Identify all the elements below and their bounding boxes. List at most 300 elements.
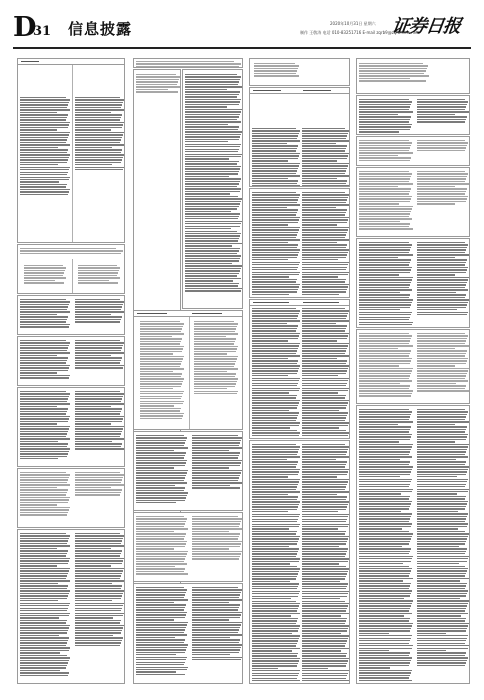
text-line <box>75 423 111 424</box>
text-line <box>252 148 297 149</box>
text-line <box>185 268 241 269</box>
text-line <box>359 75 429 76</box>
text-line <box>252 536 300 537</box>
text-line <box>75 124 123 125</box>
text-line <box>252 318 297 319</box>
text-line <box>20 301 70 302</box>
text-block <box>136 516 188 576</box>
text-line <box>417 648 468 649</box>
text-line <box>417 459 456 460</box>
text-line <box>252 650 292 651</box>
text-line <box>24 272 64 273</box>
text-line <box>359 657 412 658</box>
text-line <box>252 531 297 532</box>
text-line <box>20 543 67 544</box>
text-line <box>302 160 337 161</box>
text-line <box>75 482 121 483</box>
text-line <box>359 101 412 102</box>
text-line <box>417 518 466 519</box>
text-line <box>252 623 296 624</box>
text-line <box>252 496 298 497</box>
text-line <box>359 660 411 661</box>
text-line <box>302 284 349 285</box>
text-line <box>252 237 296 238</box>
text-line <box>185 151 238 152</box>
text-line <box>75 149 122 150</box>
text-line <box>192 472 241 473</box>
text-line <box>359 667 390 668</box>
text-line <box>20 441 58 442</box>
text-line <box>20 625 70 626</box>
announcement-block <box>249 87 350 187</box>
text-line <box>252 430 297 431</box>
text-line <box>185 255 241 256</box>
text-line <box>417 203 455 204</box>
text-line <box>136 612 187 613</box>
text-line <box>20 314 57 315</box>
text-line <box>252 207 287 208</box>
text-line <box>194 388 227 389</box>
text-line <box>252 315 298 316</box>
text-line <box>359 65 428 66</box>
text-line <box>359 610 409 611</box>
text-line <box>359 247 411 248</box>
text-line <box>252 378 300 379</box>
text-line <box>252 338 298 339</box>
text-line <box>417 662 466 663</box>
text-line <box>359 147 410 148</box>
text-line <box>136 437 187 438</box>
text-block <box>417 99 469 124</box>
text-line <box>417 140 465 141</box>
text-line <box>192 455 239 456</box>
announcement-block <box>133 512 243 582</box>
text-line <box>417 416 466 417</box>
text-line <box>359 598 404 599</box>
text-line <box>136 617 185 618</box>
text-line <box>75 642 121 643</box>
text-line <box>140 321 180 322</box>
text-line <box>140 368 184 369</box>
text-line <box>302 610 346 611</box>
text-block <box>192 435 242 490</box>
text-line <box>359 655 409 656</box>
text-line <box>252 678 297 679</box>
text-line <box>194 376 235 377</box>
text-line <box>140 348 183 349</box>
text-block <box>359 333 413 398</box>
text-line <box>75 446 121 447</box>
text-line <box>417 196 468 197</box>
text-line <box>192 460 242 461</box>
text-line <box>140 326 183 327</box>
text-line <box>252 511 288 512</box>
text-line <box>417 247 467 248</box>
text-line <box>20 421 68 422</box>
text-line <box>417 385 466 386</box>
text-line <box>302 358 337 359</box>
text-line <box>252 425 299 426</box>
text-line <box>252 499 297 500</box>
text-block <box>75 472 124 497</box>
text-line <box>194 378 238 379</box>
text-line <box>359 109 409 110</box>
text-line <box>417 111 469 112</box>
text-line <box>417 252 465 253</box>
text-line <box>417 426 467 427</box>
text-line <box>252 501 300 502</box>
text-line <box>136 487 185 488</box>
text-line <box>140 393 183 394</box>
text-line <box>359 171 409 172</box>
text-line <box>140 386 181 387</box>
text-line <box>140 381 183 382</box>
text-line <box>252 284 300 285</box>
text-line <box>417 561 467 562</box>
text-block <box>24 265 66 285</box>
text-line <box>192 480 238 481</box>
text-line <box>136 516 184 517</box>
text-line <box>75 472 120 473</box>
text-line <box>359 511 401 512</box>
text-line <box>75 393 124 394</box>
text-line <box>302 583 348 584</box>
text-line <box>417 249 466 250</box>
text-line <box>417 630 466 631</box>
text-line <box>302 645 345 646</box>
text-line <box>417 575 465 576</box>
text-line <box>302 509 346 510</box>
text-line <box>75 438 124 439</box>
text-line <box>302 214 345 215</box>
text-line <box>417 498 465 499</box>
text-line <box>417 583 467 584</box>
text-line <box>359 126 411 127</box>
text-line <box>359 528 402 529</box>
text-line <box>185 196 238 197</box>
text-line <box>20 127 68 128</box>
text-line <box>20 184 67 185</box>
page-number: 31 <box>33 24 52 39</box>
text-line <box>417 340 466 341</box>
text-line <box>252 618 298 619</box>
text-line <box>75 548 111 549</box>
text-line <box>20 675 68 676</box>
column-2 <box>133 58 243 684</box>
text-line <box>20 509 69 510</box>
text-line <box>252 133 299 134</box>
text-line <box>20 248 116 249</box>
text-line <box>75 112 111 113</box>
text-block <box>20 97 70 196</box>
text-line <box>185 136 240 137</box>
text-line <box>417 345 469 346</box>
text-line <box>302 670 349 671</box>
text-line <box>417 436 467 437</box>
column-divider <box>189 317 190 429</box>
text-line <box>185 129 238 130</box>
text-line <box>359 370 412 371</box>
column-divider <box>72 65 73 243</box>
text-line <box>20 326 69 327</box>
text-line <box>136 543 186 544</box>
text-line <box>252 435 299 436</box>
text-line <box>359 523 412 524</box>
text-line <box>359 553 409 554</box>
text-line <box>75 352 124 353</box>
text-line <box>140 358 183 359</box>
text-line <box>185 134 241 135</box>
text-block <box>252 444 300 683</box>
text-line <box>417 640 466 641</box>
text-line <box>302 422 349 423</box>
text-block <box>252 128 300 187</box>
text-line <box>417 598 460 599</box>
text-line <box>302 400 349 401</box>
text-line <box>185 228 231 229</box>
text-line <box>20 396 69 397</box>
text-line <box>20 655 67 656</box>
text-line <box>359 317 410 318</box>
text-line <box>185 84 238 85</box>
text-line <box>417 613 468 614</box>
text-line <box>359 585 410 586</box>
text-line <box>194 361 236 362</box>
text-line <box>252 239 300 240</box>
text-line <box>359 99 409 100</box>
text-line <box>20 504 57 505</box>
text-line <box>185 178 241 179</box>
text-line <box>252 375 288 376</box>
text-line <box>302 678 346 679</box>
text-line <box>252 474 298 475</box>
text-line <box>192 637 230 638</box>
text-line <box>20 370 68 371</box>
text-line <box>20 453 68 454</box>
text-line <box>20 580 70 581</box>
text-line <box>359 299 413 300</box>
text-line <box>136 642 184 643</box>
text-line <box>192 457 238 458</box>
text-line <box>302 521 346 522</box>
text-line <box>78 270 119 271</box>
text-line <box>185 213 240 214</box>
text-line <box>136 602 174 603</box>
text-line <box>359 595 410 596</box>
text-line <box>192 470 242 471</box>
text-block <box>20 340 70 380</box>
text-line <box>136 662 185 663</box>
text-line <box>75 162 121 163</box>
text-line <box>136 609 184 610</box>
text-line <box>302 528 338 529</box>
text-line <box>417 106 466 107</box>
text-line <box>20 167 70 168</box>
text-line <box>252 553 297 554</box>
text-line <box>252 308 296 309</box>
text-line <box>417 142 468 143</box>
text-line <box>20 352 70 353</box>
text-line <box>417 294 466 295</box>
text-line <box>75 543 121 544</box>
text-line <box>302 229 348 230</box>
text-line <box>252 561 299 562</box>
block-header <box>250 88 349 94</box>
text-line <box>302 608 347 609</box>
text-line <box>20 605 69 606</box>
text-line <box>185 218 238 219</box>
text-line <box>302 360 347 361</box>
text-line <box>136 86 180 87</box>
text-line <box>302 620 346 621</box>
text-line <box>302 598 340 599</box>
text-line <box>75 406 111 407</box>
text-line <box>185 221 242 222</box>
text-line <box>20 104 68 105</box>
text-line <box>185 253 237 254</box>
text-line <box>20 533 66 534</box>
text-line <box>136 629 185 630</box>
text-line <box>252 658 300 659</box>
text-line <box>302 197 348 198</box>
text-line <box>192 477 239 478</box>
text-line <box>75 426 124 427</box>
text-line <box>302 551 347 552</box>
text-line <box>20 413 66 414</box>
text-line <box>252 630 298 631</box>
text-line <box>192 543 241 544</box>
text-line <box>192 627 240 628</box>
text-line <box>20 250 123 251</box>
text-line <box>20 588 67 589</box>
text-line <box>136 556 186 557</box>
text-line <box>417 536 468 537</box>
text-line <box>302 511 338 512</box>
text-line <box>140 363 181 364</box>
text-line <box>252 383 298 384</box>
text-line <box>194 331 235 332</box>
text-line <box>24 282 64 283</box>
text-line <box>192 647 241 648</box>
text-line <box>20 362 66 363</box>
text-line <box>75 568 124 569</box>
text-line <box>185 226 240 227</box>
text-line <box>192 592 241 593</box>
announcement-block <box>133 310 243 430</box>
text-line <box>185 216 239 217</box>
text-line <box>185 89 227 90</box>
text-line <box>252 603 300 604</box>
text-line <box>136 533 186 534</box>
text-line <box>252 504 299 505</box>
text-line <box>140 323 184 324</box>
text-line <box>20 550 68 551</box>
text-line <box>359 498 409 499</box>
text-line <box>252 551 298 552</box>
text-line <box>359 393 412 394</box>
text-line <box>302 466 345 467</box>
text-line <box>302 380 348 381</box>
text-line <box>20 134 69 135</box>
text-line <box>252 269 297 270</box>
header-rule <box>13 47 471 49</box>
text-line <box>20 418 69 419</box>
text-line <box>417 474 466 475</box>
text-line <box>75 487 111 488</box>
text-line <box>359 454 409 455</box>
text-line <box>417 511 458 512</box>
text-line <box>20 139 67 140</box>
text-line <box>252 653 298 654</box>
text-line <box>136 644 188 645</box>
text-line <box>302 630 347 631</box>
text-line <box>302 516 348 517</box>
text-line <box>20 443 68 444</box>
text-line <box>359 491 412 492</box>
text-line <box>75 157 123 158</box>
text-line <box>417 191 466 192</box>
text-line <box>140 413 184 414</box>
text-line <box>20 613 70 614</box>
text-line <box>252 506 298 507</box>
text-line <box>136 475 186 476</box>
text-line <box>136 619 174 620</box>
text-line <box>302 514 349 515</box>
text-line <box>302 383 347 384</box>
text-line <box>20 154 70 155</box>
text-line <box>252 313 299 314</box>
text-line <box>417 451 466 452</box>
text-block <box>359 63 429 83</box>
text-line <box>302 128 345 129</box>
text-block <box>20 533 70 677</box>
text-line <box>359 496 410 497</box>
text-line <box>252 588 297 589</box>
text-line <box>136 523 185 524</box>
text-line <box>136 674 185 675</box>
text-line <box>75 635 113 636</box>
text-line <box>75 545 124 546</box>
text-line <box>252 212 297 213</box>
text-line <box>136 472 187 473</box>
text-line <box>192 533 240 534</box>
text-line <box>192 526 239 527</box>
text-line <box>302 658 349 659</box>
text-line <box>252 620 297 621</box>
text-line <box>359 350 411 351</box>
text-line <box>192 440 241 441</box>
text-line <box>252 509 297 510</box>
text-line <box>302 219 348 220</box>
text-line <box>359 267 412 268</box>
text-line <box>359 648 412 649</box>
text-line <box>75 350 121 351</box>
text-line <box>20 132 70 133</box>
text-line <box>194 371 227 372</box>
text-line <box>192 639 240 640</box>
text-line <box>302 185 349 186</box>
text-line <box>252 675 298 676</box>
text-line <box>20 149 68 150</box>
text-line <box>194 326 237 327</box>
text-line <box>20 583 58 584</box>
text-line <box>302 313 348 314</box>
text-line <box>185 183 239 184</box>
text-line <box>136 61 234 62</box>
text-line <box>136 492 188 493</box>
text-line <box>302 605 348 606</box>
text-line <box>302 566 346 567</box>
